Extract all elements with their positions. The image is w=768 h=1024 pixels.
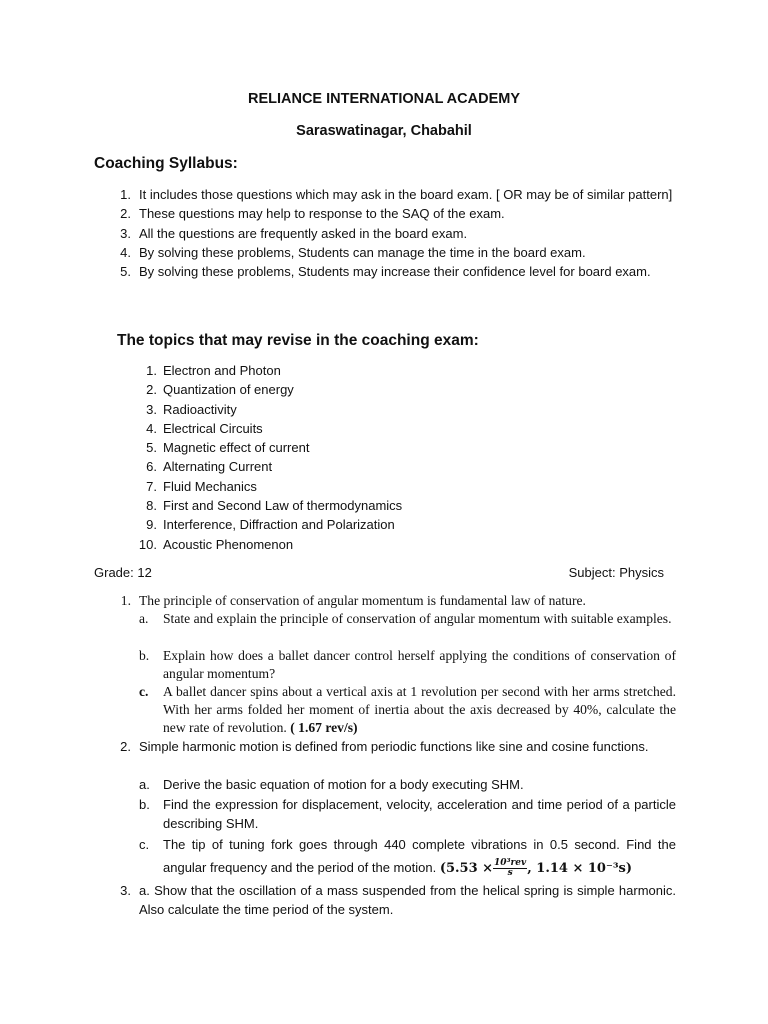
list-item (120, 204, 679, 223)
list-item (146, 496, 563, 515)
list-item (146, 515, 563, 534)
question-2b (139, 795, 676, 833)
list-item (146, 419, 563, 438)
list-text: These questions may help to response to the SAQ of the exam. (139, 206, 505, 222)
question-1 (120, 592, 676, 610)
list-text: All the questions are frequently asked in the board exam. (139, 225, 468, 241)
list-text: Radioactivity (163, 401, 237, 417)
subquestion-text: Explain how does a ballet dancer control herself applying the conditions of conservation of angular momentum? (163, 648, 676, 682)
subquestion-text: Derive the basic equation of motion for a body executing SHM. (163, 777, 524, 792)
grade-label: Grade: 12 (94, 565, 152, 580)
list-item (146, 380, 563, 399)
list-number: 2. (120, 206, 131, 222)
question-2a (139, 775, 676, 794)
list-text: Magnetic effect of current (163, 440, 310, 456)
list-number: 1. (120, 187, 131, 202)
list-number: 1. (146, 363, 157, 378)
subject-label: Subject: Physics (568, 565, 664, 580)
fraction-denominator: s (507, 868, 513, 879)
list-item (120, 243, 679, 262)
subquestion-text: Find the expression for displacement, velocity, acceleration and time period of a particle describing SHM. (163, 797, 676, 832)
list-text: First and Second Law of thermodynamics (163, 498, 403, 514)
list-number: 7. (146, 478, 157, 494)
list-number: 3. (120, 225, 131, 241)
list-number: 5. (146, 440, 157, 456)
list-number: 9. (146, 517, 157, 533)
list-item (146, 400, 563, 419)
list-text: Alternating Current (163, 459, 273, 475)
answer-fraction (493, 859, 527, 878)
topics-list (138, 361, 563, 554)
coaching-syllabus-heading: Coaching Syllabus: (94, 155, 238, 172)
coaching-syllabus-list (120, 185, 679, 281)
list-item (146, 438, 563, 457)
subquestion-letter: b. (139, 648, 150, 663)
list-number: 5. (120, 264, 131, 280)
question-text: a. Show that the oscillation of a mass suspended from the helical spring is simple harmonic. Also calculate the time period of the system. (139, 883, 676, 918)
list-text: By solving these problems, Students may increase their confidence level for board exam. (139, 264, 651, 280)
list-text: By solving these problems, Students can manage the time in the board exam. (139, 244, 586, 260)
list-text: It includes those questions which may ask in the board exam. [ OR may be of similar pattern] (139, 187, 673, 202)
subquestion-letter: b. (139, 797, 150, 812)
subquestion-text: A ballet dancer spins about a vertical axis at 1 revolution per second with her arms stretched. With her arms folded her moment of inertia about the axis decreased by 40%, calculate the new rate of revolution. (163, 684, 676, 736)
subquestion-letter: c. (139, 684, 149, 699)
list-text: Interference, Diffraction and Polarization (163, 517, 395, 533)
list-number: 10. (138, 536, 157, 552)
list-number: 3. (146, 401, 157, 417)
list-text: Fluid Mechanics (163, 478, 257, 494)
list-item (146, 361, 563, 380)
list-item (146, 477, 563, 496)
grade-subject-row (94, 565, 664, 580)
question-3 (120, 881, 676, 919)
list-item (120, 185, 679, 204)
question-2c (139, 833, 676, 880)
topics-heading: The topics that may revise in the coaching exam: (117, 332, 479, 349)
question-2 (120, 737, 676, 756)
question-number: 3. (120, 883, 131, 898)
list-item (120, 224, 679, 243)
question-1a (139, 610, 676, 628)
institution-name: RELIANCE INTERNATIONAL ACADEMY (247, 91, 520, 107)
list-number: 8. (146, 498, 157, 514)
list-text: Electron and Photon (163, 363, 281, 378)
institution-location: Saraswatinagar, Chabahil (296, 123, 472, 139)
list-item (120, 262, 679, 281)
list-item (138, 535, 563, 554)
question-number: 1. (120, 593, 131, 608)
list-text: Quantization of energy (163, 382, 294, 398)
list-text: Electrical Circuits (163, 420, 263, 436)
fraction-numerator: 10³rev (494, 858, 527, 869)
list-number: 4. (120, 244, 131, 260)
answer-open: (5.53 × (439, 861, 494, 876)
subquestion-letter: a. (139, 611, 149, 626)
question-number: 2. (120, 739, 131, 754)
question-text: Simple harmonic motion is defined from periodic functions like sine and cosine functions. (139, 739, 649, 754)
list-number: 4. (146, 420, 157, 436)
list-text: Acoustic Phenomenon (163, 536, 294, 552)
answer-text: ( 1.67 rev/s) (290, 720, 358, 736)
list-number: 2. (146, 382, 157, 398)
answer-close: , 1.14 × 10⁻³s) (527, 861, 632, 876)
subquestion-letter: a. (139, 777, 150, 792)
subquestion-text: State and explain the principle of conservation of angular momentum with suitable examples. (163, 611, 672, 626)
question-1b (139, 647, 676, 683)
list-item (146, 457, 563, 476)
question-1c (139, 683, 676, 738)
subquestion-text: The tip of tuning fork goes through 440 complete vibrations in 0.5 second. Find the angular frequency and the period of the motion. (163, 837, 676, 875)
question-text: The principle of conservation of angular momentum is fundamental law of nature. (139, 593, 586, 608)
list-number: 6. (146, 459, 157, 475)
subquestion-letter: c. (139, 837, 150, 852)
